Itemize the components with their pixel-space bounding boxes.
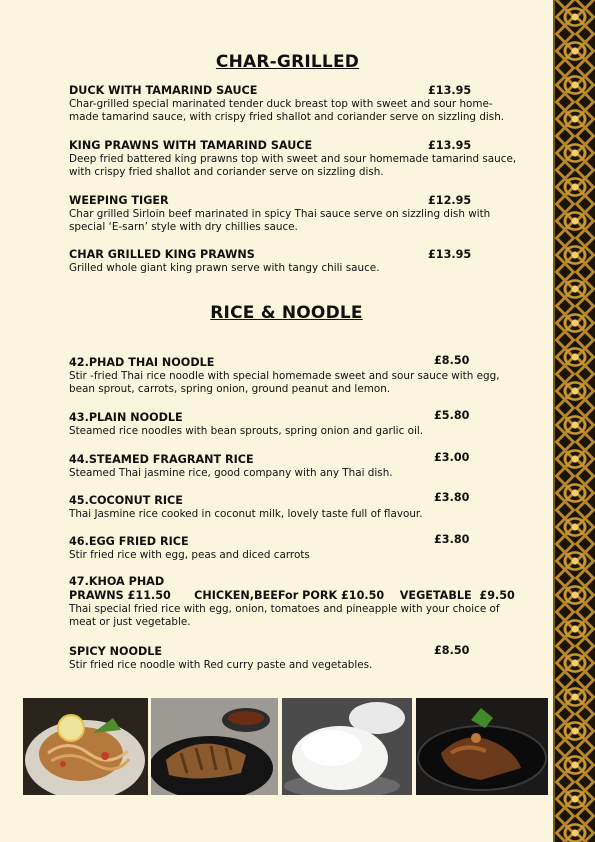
item-price: £8.50 [434,644,470,657]
item-name: WEEPING TIGER [69,194,169,207]
menu-item-char-grilled-king-prawns [69,248,519,275]
item-price: £13.95 [428,248,472,261]
menu-item-coconut-rice [69,491,519,521]
item-description: Steamed Thai jasmine rice, good company with any Thai dish. [69,467,393,479]
section-title-rice-noodle: RICE & NOODLE [210,303,363,323]
item-name: 42.PHAD THAI NOODLE [69,356,215,369]
item-price: £13.95 [428,84,472,97]
item-name: 46.EGG FRIED RICE [69,535,189,548]
section-title-char-grilled: CHAR-GRILLED [215,52,360,72]
menu-item-phad-thai [69,356,519,397]
item-price: £3.00 [434,451,470,464]
item-price: £5.80 [434,409,470,422]
item-price: £8.50 [434,354,470,367]
sizzling-dish-photo [416,698,548,795]
menu-item-weeping-tiger [69,194,519,235]
menu-item-khoa-phad [69,575,529,630]
item-description: Char-grilled special marinated tender duck breast top with sweet and sour home-made tamarind sauce, with crispy fried shallot and coriander serve on sizzling dish. [69,98,505,124]
item-name: DUCK WITH TAMARIND SAUCE [69,84,258,97]
menu-item-steamed-rice [69,453,519,480]
menu-item-spicy-noodle [69,645,519,672]
item-description: Char grilled Sirloin beef marinated in spicy Thai sauce serve on sizzling dish with special ‘E-sarn’ style with dry chillies sauce. [69,208,491,234]
item-name: CHAR GRILLED KING PRAWNS [69,248,255,261]
item-description: Thai Jasmine rice cooked in coconut milk, lovely taste full of flavour. [69,508,423,520]
item-description: Deep fried battered king prawns top with sweet and sour homemade tamarind sauce, with crispy fried shallot and coriander serve on sizzling dish. [69,153,517,179]
decorative-thai-border [553,0,595,842]
menu-item-egg-fried-rice [69,535,519,562]
item-price: £3.80 [434,533,470,546]
menu-item-duck-tamarind [69,84,519,125]
item-price-options: PRAWNS £11.50 CHICKEN,BEEFor PORK £10.50 VEGETABLE £9.50 [69,589,515,602]
item-description: Stir -fried Thai rice noodle with special homemade sweet and sour sauce with egg, bean sprout, carrots, spring onion, ground peanut and lemon. [69,370,500,396]
menu-item-plain-noodle [69,411,519,438]
jasmine-rice-photo [282,698,412,795]
item-description: Thai special fried rice with egg, onion, tomatoes and pineapple with your choice of meat or just vegetable. [69,603,500,629]
item-description: Steamed rice noodles with bean sprouts, spring onion and garlic oil. [69,425,424,437]
food-photo-strip [23,698,548,795]
item-name: SPICY NOODLE [69,645,163,658]
item-price: £13.95 [428,139,472,152]
item-name: 44.STEAMED FRAGRANT RICE [69,453,254,466]
item-description: Stir fried rice with egg, peas and diced carrots [69,549,310,561]
item-price: £3.80 [434,491,470,504]
item-name: KING PRAWNS WITH TAMARIND SAUCE [69,139,313,152]
grilled-duck-photo [151,698,278,795]
item-description: Stir fried rice noodle with Red curry paste and vegetables. [69,659,373,671]
item-name: 43.PLAIN NOODLE [69,411,183,424]
item-description: Grilled whole giant king prawn serve with tangy chili sauce. [69,262,380,274]
item-price: £12.95 [428,194,472,207]
item-name: 47.KHOA PHAD [69,575,165,588]
pad-thai-photo [23,698,148,795]
item-name: 45.COCONUT RICE [69,494,183,507]
menu-item-king-prawns-tamarind [69,139,519,180]
